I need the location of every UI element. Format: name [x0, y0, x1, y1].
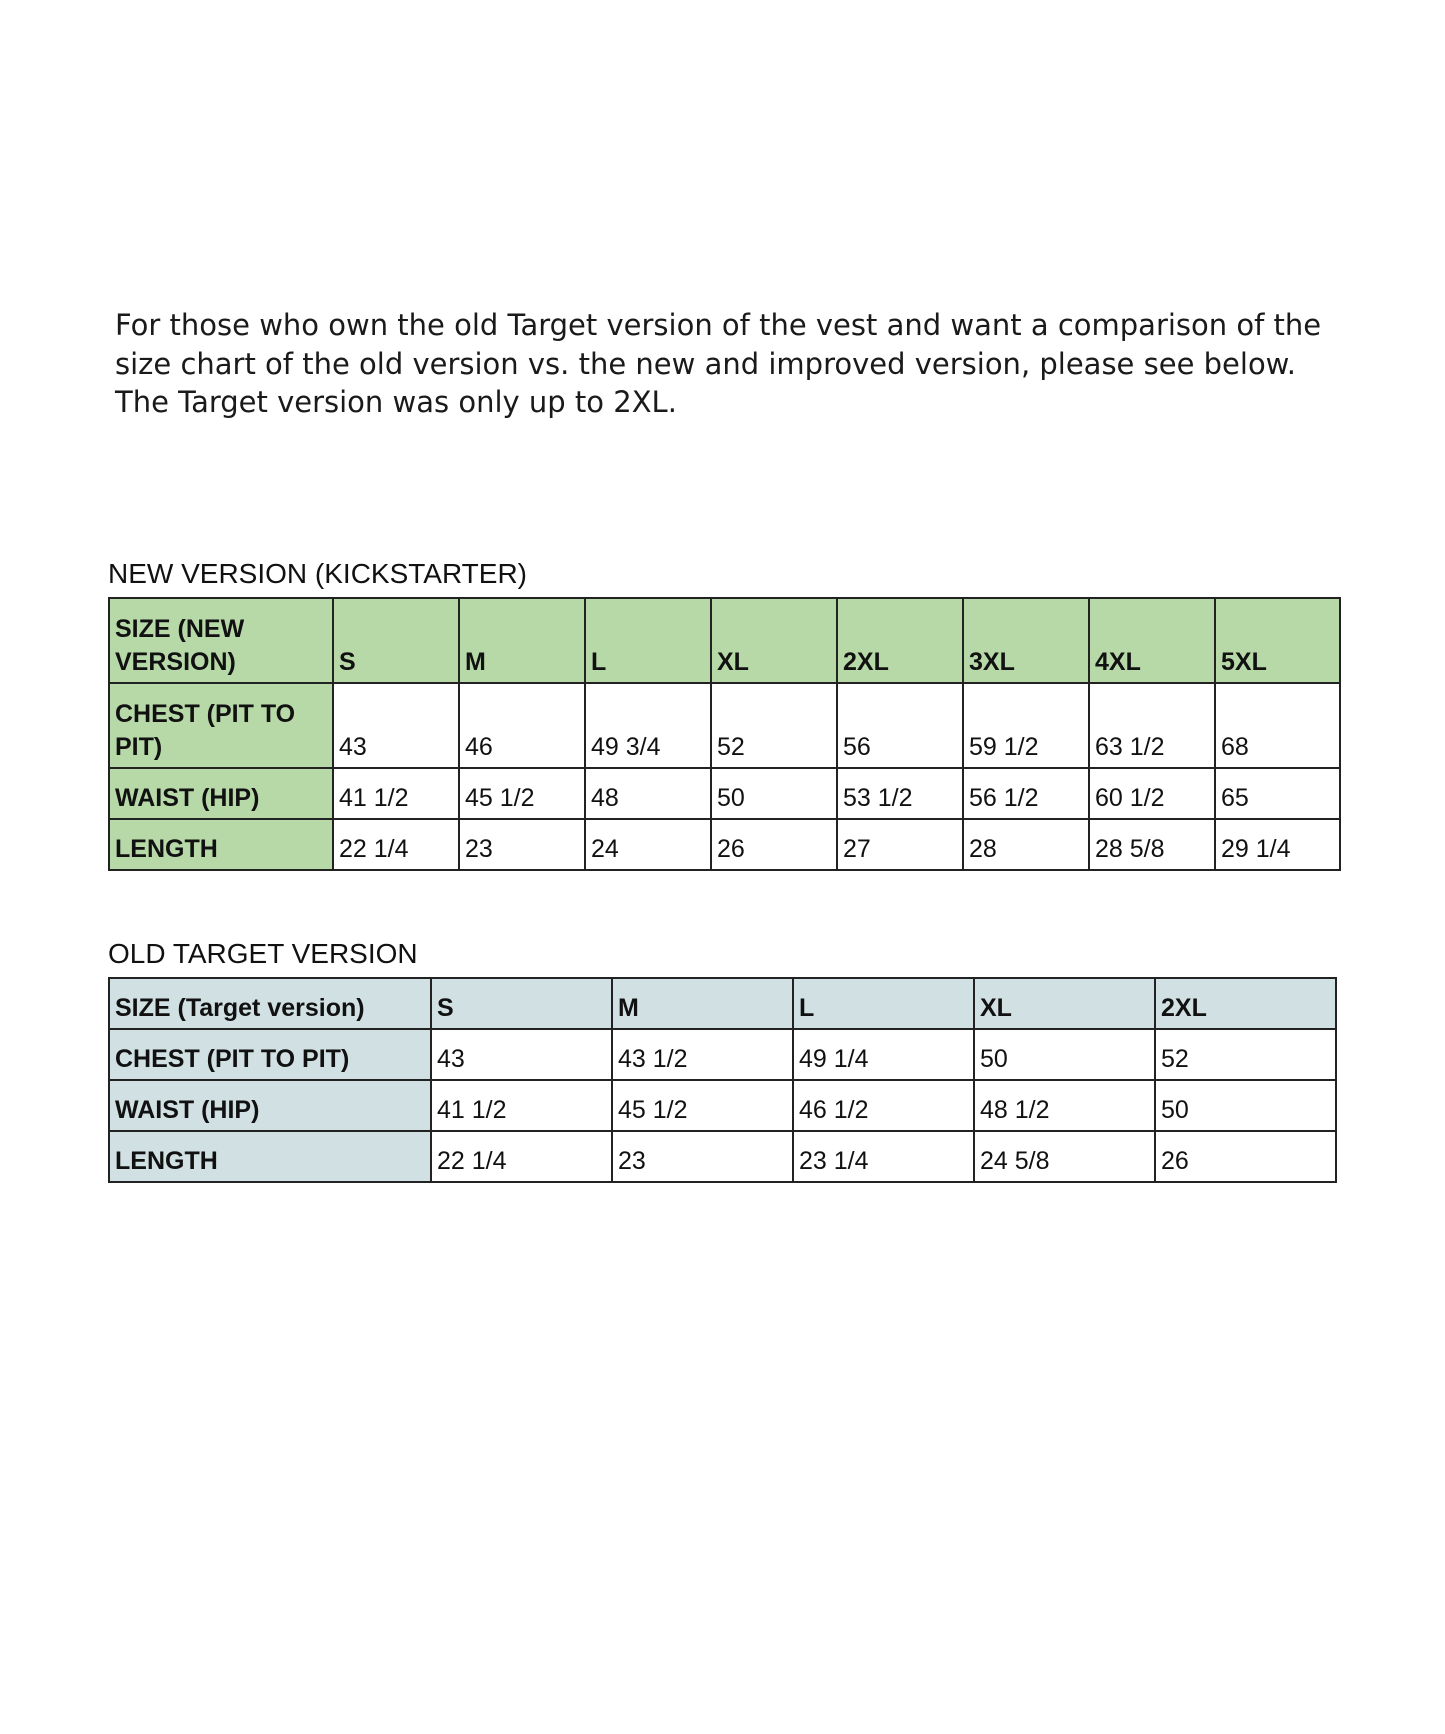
table-cell: 50 — [974, 1029, 1155, 1080]
new-version-size-table — [108, 597, 1341, 871]
intro-line: For those who own the old Target version of the vest and want a comparison of the — [115, 308, 1322, 342]
size-header-cell: XL — [711, 598, 837, 683]
table-row — [109, 1080, 1336, 1131]
table-row — [109, 768, 1340, 819]
table-cell: 46 1/2 — [793, 1080, 974, 1131]
row-label: WAIST (HIP) — [109, 1080, 431, 1131]
table-cell: 65 — [1215, 768, 1340, 819]
table-cell: 56 1/2 — [963, 768, 1089, 819]
table-cell: 45 1/2 — [459, 768, 585, 819]
size-header-cell: M — [459, 598, 585, 683]
size-header-cell: 5XL — [1215, 598, 1340, 683]
old-version-title: OLD TARGET VERSION — [108, 938, 418, 969]
old-version-size-table — [108, 977, 1337, 1183]
size-header-cell: 2XL — [1155, 978, 1336, 1029]
intro-paragraph — [115, 306, 1322, 422]
table-row — [109, 1029, 1336, 1080]
size-header-cell: L — [793, 978, 974, 1029]
intro-line: The Target version was only up to 2XL. — [115, 385, 677, 419]
table-cell: 24 — [585, 819, 711, 870]
size-header-cell: 3XL — [963, 598, 1089, 683]
table-cell: 46 — [459, 683, 585, 768]
table-cell: 49 1/4 — [793, 1029, 974, 1080]
table-cell: 52 — [711, 683, 837, 768]
table-cell: 49 3/4 — [585, 683, 711, 768]
table-cell: 41 1/2 — [333, 768, 459, 819]
table-cell: 53 1/2 — [837, 768, 963, 819]
table-cell: 26 — [1155, 1131, 1336, 1182]
table-cell: 68 — [1215, 683, 1340, 768]
table-cell: 29 1/4 — [1215, 819, 1340, 870]
row-label: CHEST (PIT TO PIT) — [109, 683, 333, 768]
table-cell: 27 — [837, 819, 963, 870]
new-version-title: NEW VERSION (KICKSTARTER) — [108, 558, 528, 589]
size-header-cell: S — [431, 978, 612, 1029]
table-cell: 50 — [711, 768, 837, 819]
table-cell: 52 — [1155, 1029, 1336, 1080]
table-cell: 24 5/8 — [974, 1131, 1155, 1182]
size-header-cell: L — [585, 598, 711, 683]
table-cell: 23 1/4 — [793, 1131, 974, 1182]
table-row — [109, 598, 1340, 683]
size-header-cell: 2XL — [837, 598, 963, 683]
intro-line: size chart of the old version vs. the new and improved version, please see below. — [115, 346, 1296, 381]
row-label: CHEST (PIT TO PIT) — [109, 1029, 431, 1080]
table-row — [109, 819, 1340, 870]
table-cell: 50 — [1155, 1080, 1336, 1131]
table-cell: 41 1/2 — [431, 1080, 612, 1131]
table-cell: 26 — [711, 819, 837, 870]
size-header-label: SIZE (NEW VERSION) — [109, 598, 333, 683]
row-label: LENGTH — [109, 1131, 431, 1182]
table-row — [109, 683, 1340, 768]
row-label: LENGTH — [109, 819, 333, 870]
table-cell: 63 1/2 — [1089, 683, 1215, 768]
table-cell: 22 1/4 — [333, 819, 459, 870]
table-cell: 43 — [431, 1029, 612, 1080]
table-cell: 60 1/2 — [1089, 768, 1215, 819]
table-cell: 59 1/2 — [963, 683, 1089, 768]
size-header-cell: M — [612, 978, 793, 1029]
size-header-cell: 4XL — [1089, 598, 1215, 683]
size-header-cell: XL — [974, 978, 1155, 1029]
size-header-label: SIZE (Target version) — [109, 978, 431, 1029]
table-cell: 48 1/2 — [974, 1080, 1155, 1131]
table-row — [109, 1131, 1336, 1182]
size-header-cell: S — [333, 598, 459, 683]
table-cell: 28 — [963, 819, 1089, 870]
table-cell: 45 1/2 — [612, 1080, 793, 1131]
table-cell: 23 — [459, 819, 585, 870]
table-cell: 43 — [333, 683, 459, 768]
table-cell: 28 5/8 — [1089, 819, 1215, 870]
table-cell: 56 — [837, 683, 963, 768]
table-cell: 48 — [585, 768, 711, 819]
table-cell: 23 — [612, 1131, 793, 1182]
table-row — [109, 978, 1336, 1029]
row-label: WAIST (HIP) — [109, 768, 333, 819]
table-cell: 22 1/4 — [431, 1131, 612, 1182]
table-cell: 43 1/2 — [612, 1029, 793, 1080]
